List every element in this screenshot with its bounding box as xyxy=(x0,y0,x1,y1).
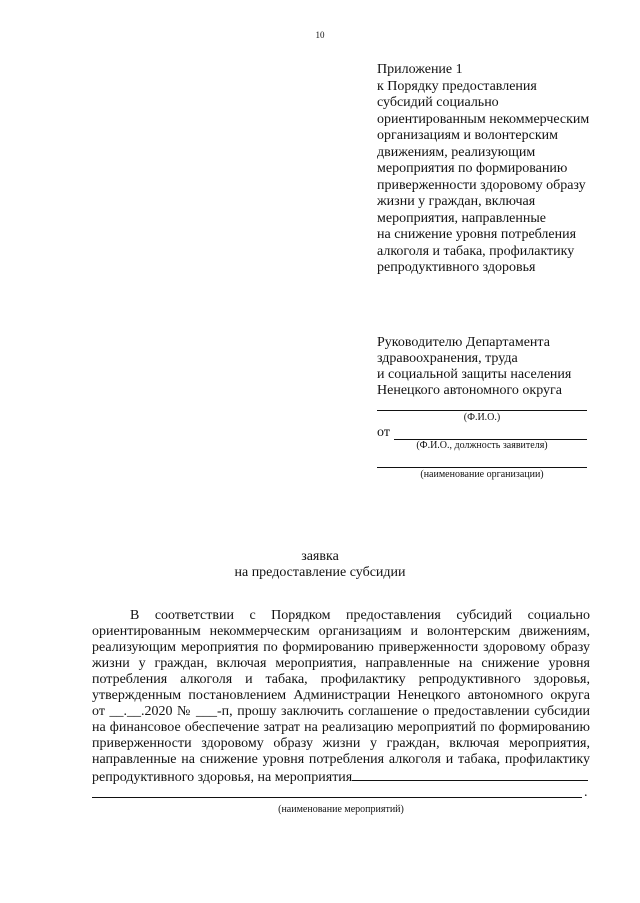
events-blank-inline[interactable] xyxy=(352,768,588,781)
appendix-header xyxy=(377,62,617,277)
appendix-line: алкоголя и табака, профилактику xyxy=(377,243,575,259)
events-end-period: . xyxy=(584,785,588,800)
appendix-line: к Порядку предоставления xyxy=(377,78,537,94)
body-last-line xyxy=(92,768,590,784)
body-line: направленные на снижение уровня потребления алкоголя и табака, профилактику xyxy=(92,752,590,767)
events-caption: (наименование мероприятий) xyxy=(278,804,404,815)
request-title xyxy=(0,549,640,581)
body-line: ориентированным некоммерческим организациям и волонтерским движениям, xyxy=(92,624,590,639)
body-line: жизни у граждан, включая мероприятия, направленные на снижение уровня xyxy=(92,656,590,671)
fio-blank-line[interactable] xyxy=(377,410,587,411)
body-line: реализующим мероприятия по формированию приверженности здоровому образу xyxy=(92,640,590,655)
request-subtitle-line: на предоставление субсидии xyxy=(234,565,406,580)
appendix-line: мероприятия по формированию xyxy=(377,161,568,176)
organization-blank-line[interactable] xyxy=(377,467,587,468)
appendix-line: мероприятия, направленные xyxy=(377,210,547,226)
appendix-line: репродуктивного здоровья xyxy=(377,260,536,275)
page-number: 10 xyxy=(315,30,325,40)
appendix-line: движениям, реализующим xyxy=(377,144,536,160)
applicant-caption-wrap xyxy=(377,439,587,452)
fio-caption: (Ф.И.О.) xyxy=(463,412,501,423)
body-line: приверженности здоровому образу жизни у граждан, включая мероприятия, xyxy=(92,736,590,751)
addressee-line: здравоохранения, труда xyxy=(377,351,518,366)
body-line: утвержденным постановлением Администрации Ненецкого автономного округа xyxy=(92,688,590,703)
from-label: от xyxy=(377,425,390,440)
body-line: В соответствии с Порядком предоставления субсидий социально xyxy=(130,608,590,623)
addressee-line: Ненецкого автономного округа xyxy=(377,383,562,398)
request-body xyxy=(92,608,590,784)
body-line: потребления алкоголя и табака, профилактику репродуктивного здоровья, xyxy=(92,672,590,687)
body-line: от __.__.2020 № ___-п, прошу заключить соглашение о предоставлении субсидии xyxy=(92,704,590,719)
addressee-line: и социальной защиты населения xyxy=(377,367,572,382)
appendix-line: на снижение уровня потребления xyxy=(377,227,577,242)
appendix-line: ориентированным некоммерческим xyxy=(377,111,590,127)
applicant-field[interactable] xyxy=(377,426,587,440)
appendix-title: Приложение 1 xyxy=(377,62,463,77)
body-line: на финансовое обеспечение затрат на реализацию мероприятий по формированию xyxy=(92,720,590,735)
appendix-line: жизни у граждан, включая xyxy=(377,194,536,209)
addressee-line: Руководителю Департамента xyxy=(377,335,550,350)
applicant-caption: (Ф.И.О., должность заявителя) xyxy=(416,440,548,451)
request-title-line: заявка xyxy=(301,549,339,564)
addressee-block xyxy=(377,335,617,399)
organization-field[interactable] xyxy=(377,467,587,481)
appendix-line: приверженности здоровому образу xyxy=(377,177,586,193)
body-last-line-text: репродуктивного здоровья, на мероприятия xyxy=(92,770,353,784)
events-blank-line[interactable] xyxy=(92,797,582,798)
appendix-line: организациям и волонтерским xyxy=(377,128,558,143)
appendix-line: субсидий социально xyxy=(377,95,499,110)
fio-field[interactable] xyxy=(377,410,587,424)
organization-caption: (наименование организации) xyxy=(420,469,544,480)
